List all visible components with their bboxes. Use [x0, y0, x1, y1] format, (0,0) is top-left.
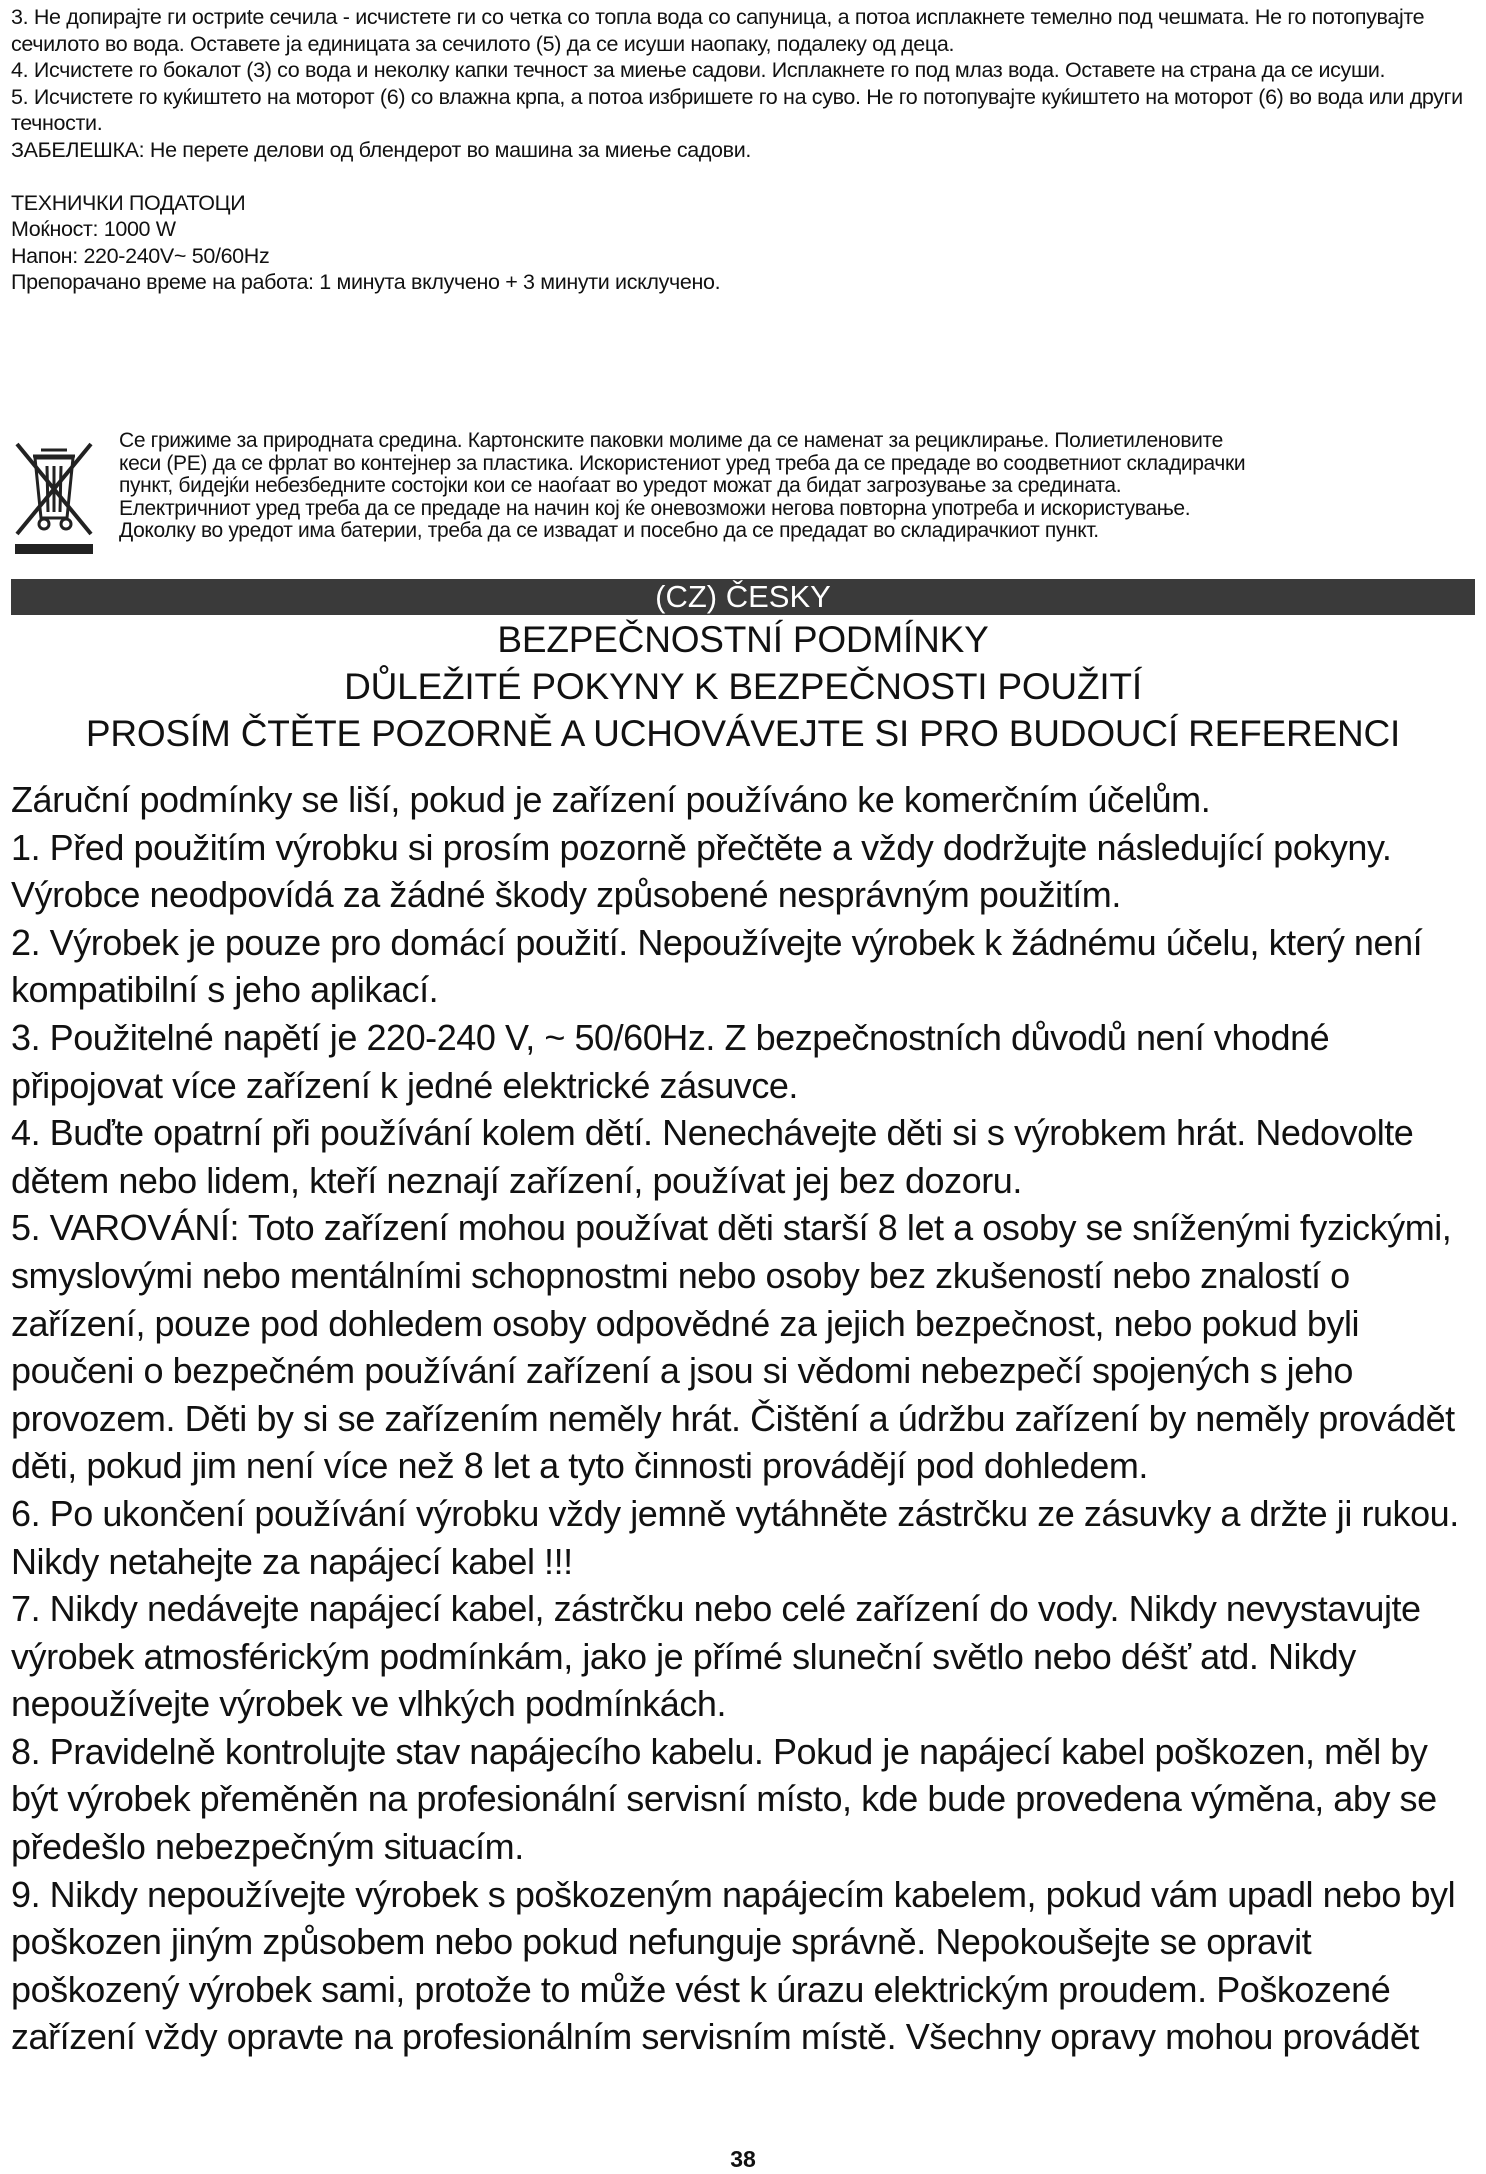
mk-tech-power: Моќност: 1000 W: [11, 217, 176, 242]
spacer: [11, 164, 1475, 190]
mk-cleaning-paragraph-3: 3. Не допирајте ги остриte сечила - исчистете ги со четка со топла вода со сапуница, а потоа исплакнете темелно под чешмата. Не го потопувајте сечилото во вода. Оставете ја единицата за сечилото (5) да се исуши наопаку, подалеку од деца.: [11, 5, 1425, 56]
mk-tech-heading: ТЕХНИЧКИ ПОДАТОЦИ: [11, 190, 246, 215]
mk-tech-operating-time: Препорачано време на работа: 1 минута вклучено + 3 минути исклучено.: [11, 270, 721, 295]
cz-instruction-8: 8. Pravidelně kontrolujte stav napájecího kabelu. Pokud je napájecí kabel poškozen, měl by být výrobek přeměněn na profesionální servisní místo, kde bude provedena výměna, aby se předešlo nebezpečným situacím.: [11, 1730, 1437, 1868]
crossed-out-wheelie-bin-icon: [11, 436, 97, 558]
cz-warranty-note: Záruční podmínky se liší, pokud je zařízení používáno ke komerčním účelům.: [11, 779, 1211, 820]
cz-title-read-carefully: PROSÍM ČTĚTE POZORNĚ A UCHOVÁVEJTE SI PRO BUDOUCÍ REFERENCI: [85, 713, 1401, 754]
cz-instruction-6: 6. Po ukončení používání výrobku vždy jemně vytáhněte zástrčku ze zásuvky a držte ji rukou. Nikdy netahejte za napájecí kabel !!!: [11, 1492, 1459, 1582]
mk-cleaning-paragraph-5: 5. Исчистете го куќиштето на моторот (6) со влажна крпа, а потоа избришете го на суво. Не го потопувајте куќиштето на моторот (6) во вода или други течности.: [11, 84, 1463, 136]
cz-title-safety-conditions: BEZPEČNOSTNÍ PODMÍNKY: [497, 619, 989, 660]
disposal-line: Доколку во уредот има батерии, треба да се извадат и посебно да се предадат во складирачкиот пункт.: [119, 519, 1099, 543]
mk-cleaning-section: [11, 4, 1475, 296]
mk-cleaning-note: ЗАБЕЛЕШКА: Не перете делови од блендерот во машина за миење садови.: [11, 137, 751, 162]
cz-instruction-1: 1. Před použitím výrobku si prosím pozorně přečtěte a vždy dodržujte následující pokyny. Výrobce neodpovídá za žádné škody způsobené nesprávným použitím.: [11, 826, 1392, 916]
cz-instruction-9: 9. Nikdy nepoužívejte výrobek s poškozeným napájecím kabelem, pokud vám upadl nebo byl poškozen jiným způsobem nebo pokud nefunguje správně. Nepokoušejte se opravit poškozený výrobek sami, protože to může vést k úrazu elektrickým proudem. Poškozené zařízení vždy opravte na profesionálním servisním místě. Všechny opravy mohou provádět: [11, 1873, 1456, 2058]
cz-title-important-instructions: DŮLEŽITÉ POKYNY K BEZPEČNOSTI POUŽITÍ: [344, 666, 1142, 707]
disposal-line: кеси (PE) да се фрлат во контејнер за пластика. Искористениот уред треба да се предаде во соодветниот складирачки: [119, 451, 1246, 475]
language-section-bar: (CZ) ČESKY: [11, 579, 1475, 615]
weee-disposal-text: [119, 430, 1475, 543]
weee-disposal-block: [11, 430, 1475, 560]
disposal-line: Електричниот уред треба да се предаде на начин кој ќе оневозможи негова повторна употреба и искористување.: [119, 496, 1191, 520]
page-number: 38: [730, 2146, 756, 2172]
cz-instruction-5: 5. VAROVÁNÍ: Toto zařízení mohou používat děti starší 8 let a osoby se sníženými fyzickými, smyslovými nebo mentálními schopnostmi nebo osoby bez zkušeností nebo znalostí o zařízení, pouze pod dohledem osoby odpovědné za jejich bezpečnost, nebo pokud byli poučeni o bezpečném používání zařízení a jsou si vědomi nebezpečí spojených s jeho provozem. Děti by si se zařízením neměly hrát. Čištění a údržbu zařízení by neměly provádět děti, pokud jim není více než 8 let a tyto činnosti provádějí pod dohledem.: [11, 1207, 1455, 1487]
cz-safety-instructions: [11, 776, 1475, 2061]
disposal-line: Се грижиме за природната средина. Картонските паковки молиме да се наменат за рециклирање. Полиетиленовите: [119, 429, 1223, 452]
mk-tech-voltage: Напон: 220-240V~ 50/60Hz: [11, 243, 270, 268]
mk-cleaning-paragraph-4: 4. Исчистете го бокалот (3) со вода и неколку капки течност за миење садови. Исплакнете го под млаз вода. Оставете на страна да се исуши.: [11, 58, 1386, 83]
cz-instruction-7: 7. Nikdy nedávejte napájecí kabel, zástrčku nebo celé zařízení do vody. Nikdy nevystavujte výrobek atmosférickým podmínkám, jako je přímé sluneční světlo nebo déšť atd. Nikdy nepoužívejte výrobek ve vlhkých podmínkách.: [11, 1588, 1421, 1725]
cz-instruction-2: 2. Výrobek je pouze pro domácí použití. Nepoužívejte výrobek k žádnému účelu, který není kompatibilní s jeho aplikací.: [11, 921, 1423, 1011]
cz-instruction-4: 4. Buďte opatrní při používání kolem dětí. Nenechávejte děti si s výrobkem hrát. Nedovolte dětem nebo lidem, kteří neznají zařízení, používat jej bez dozoru.: [11, 1112, 1414, 1201]
cz-instruction-3: 3. Použitelné napětí je 220-240 V, ~ 50/60Hz. Z bezpečnostních důvodů není vhodné připojovat více zařízení k jedné elektrické zásuvce.: [11, 1016, 1330, 1106]
disposal-line: пункт, бидејќи небезбедните состојки кои се наоѓаат во уредот можат да бидат загрозување за средината.: [119, 474, 1122, 498]
